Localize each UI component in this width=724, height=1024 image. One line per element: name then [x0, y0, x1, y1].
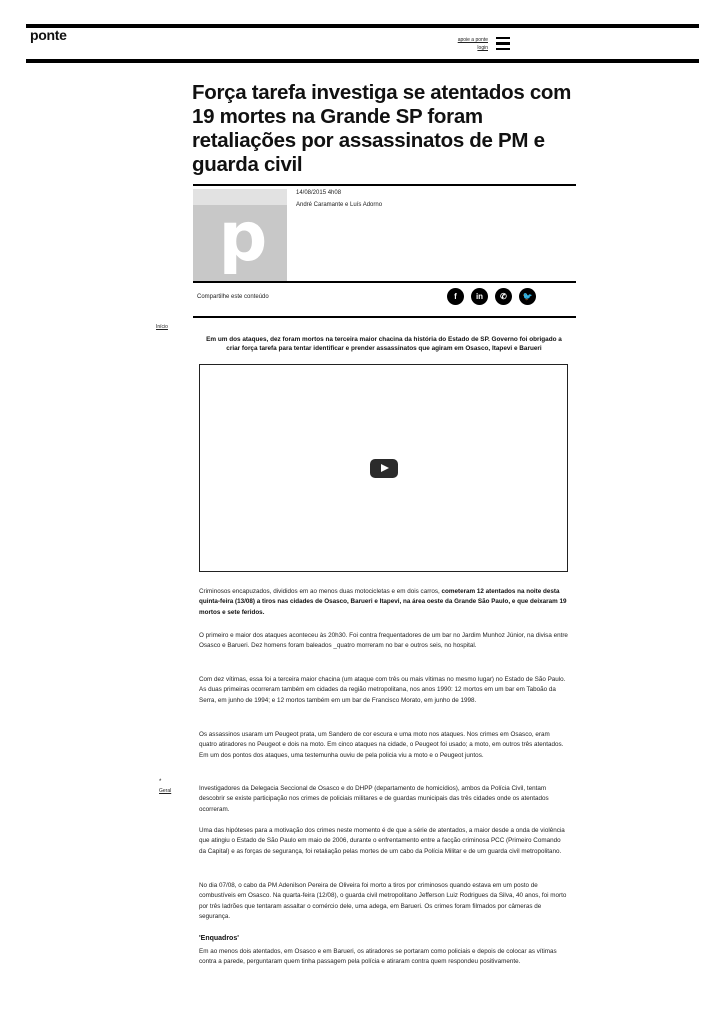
paragraph-text: Em ao menos dois atentados, em Osasco e em Barueri, os atiradores se portaram como policiais e depois de colocar as vítimas contra a parede, perguntaram quem tinha passagem pela polícia e atiraram contra quem respondeu positivamente. — [199, 948, 557, 966]
header-bottom-border — [26, 59, 699, 63]
section-subhead: 'Enquadros' — [199, 935, 239, 942]
support-link[interactable]: apoie a ponte — [457, 37, 488, 43]
paragraph-text: Com dez vítimas, essa foi a terceira maior chacina (um ataque com três ou mais vítimas no mesmo lugar) no Estado de São Paulo. As duas primeiras ocorreram também em cidades da região metropolitana, nos anos 1990: 12 mortos em um bar em Taboão da Serra, em junho de 1994; e 12 mortos também em um bar de Francisco Morato, em junho de 1998. — [199, 676, 566, 704]
paragraph-text: No dia 07/08, o cabo da PM Adenilson Pereira de Oliveira foi morto a tiros por criminosos quando estava em um posto de combustíveis em Osasco. Na quarta-feira (12/08), o guarda civil metropolitano Jefferson Luiz Rodrigues da Silva, 40 anos, foi morto por três ladrões que tentaram assaltar o comércio dele, uma adega, em Barueri. Os crimes foram filmados por câmeras de segurança. — [199, 882, 567, 921]
body-paragraph — [199, 826, 569, 857]
body-paragraph — [199, 631, 569, 652]
body-paragraph — [199, 730, 569, 761]
menu-bar — [496, 48, 510, 50]
body-paragraph — [199, 947, 569, 968]
hamburger-menu-icon[interactable] — [496, 37, 510, 51]
paragraph-text: Uma das hipóteses para a motivação dos crimes neste momento é de que a série de atentados, a maior desde a onda de violência que atingiu o Estado de São Paulo em maio de 2006, durante o enfrentamento entre a facção criminosa PCC (Primeiro Comando da Capital) e as forças de segurança, foi retaliação pelas mortes de um cabo da Polícia Militar e de um guarda civil metropolitano. — [199, 827, 565, 855]
login-link[interactable]: login — [477, 45, 488, 51]
category-geral-link[interactable]: Geral — [159, 788, 172, 794]
body-paragraph — [199, 881, 569, 923]
whatsapp-icon[interactable]: ✆ — [495, 288, 512, 305]
article-authors: André Caramante e Luís Adorno — [296, 202, 383, 208]
menu-bar — [496, 42, 510, 44]
breadcrumb-inicio-link[interactable]: Início — [156, 324, 168, 330]
author-image — [193, 189, 287, 281]
video-embed[interactable] — [199, 364, 568, 572]
share-label: Compartilhe este conteúdo — [197, 294, 269, 300]
meta-top-rule — [193, 184, 576, 186]
paragraph-text: Investigadores da Delegacia Seccional de Osasco e do DHPP (departamento de homicídios), ambos da Polícia Civil, tentam descobrir se existe participação nos crimes de policiais militares e de guardas municipais das três cidades onde os atentados ocorreram. — [199, 785, 549, 813]
article-headline: Força tarefa investiga se atentados com 19 mortes na Grande SP foram retaliações por assassinatos de PM e guarda civil — [192, 81, 572, 176]
paragraph-text: Os assassinos usaram um Peugeot prata, um Sandero de cor escura e uma moto nos ataques. Nos crimes em Osasco, eram quatro atiradores no Peugeot e dois na moto. Em cinco ataques na cidade, o Peugeot foi usado; a moto, em outros três atentados. Em um dos pontos dos ataques, uma testemunha ouviu de pela policia viu a moto e o Peugeot juntos. — [199, 731, 564, 759]
body-paragraph — [199, 587, 569, 618]
meta-bottom-rule — [193, 281, 576, 283]
paragraph-text: Criminosos encapuzados, divididos em ao menos duas motocicletas e em dois carros, — [199, 588, 442, 595]
publish-date: 14/08/2015 4h08 — [296, 190, 342, 196]
twitter-icon[interactable]: 🐦 — [519, 288, 536, 305]
body-paragraph — [199, 675, 569, 706]
facebook-icon[interactable]: f — [447, 288, 464, 305]
article-lede: Em um dos ataques, dez foram mortos na terceira maior chacina da história do Estado de SP. Governo foi obrigado a criar força tarefa para tentar identificar e prender assassinatos que agiram em Osasco, Itapevi e Barueri — [206, 336, 562, 352]
paragraph-bold-text: cometeram 12 atentados na noite desta quinta-feira (13/08) a tiros nas cidades de Osasco, Barueri e Itapevi, na área oeste da Grande São Paulo, e que deixaram 19 mortos e sete feridos. — [199, 588, 567, 616]
top-border — [26, 24, 699, 28]
play-button-icon[interactable] — [370, 459, 398, 478]
share-bottom-rule — [193, 316, 576, 318]
author-image-letter: p — [218, 198, 268, 277]
body-paragraph — [199, 784, 569, 815]
site-logo[interactable]: ponte — [30, 27, 67, 43]
menu-bar — [496, 37, 510, 39]
paragraph-text: O primeiro e maior dos ataques aconteceu às 20h30. Foi contra frequentadores de um bar no Jardim Munhoz Júnior, na divisa entre Osasco e Barueri. Dez homens foram baleados _quatro morreram no bar e outros seis, no hospital. — [199, 632, 568, 650]
linkedin-icon[interactable]: in — [471, 288, 488, 305]
category-star: * — [159, 779, 162, 785]
